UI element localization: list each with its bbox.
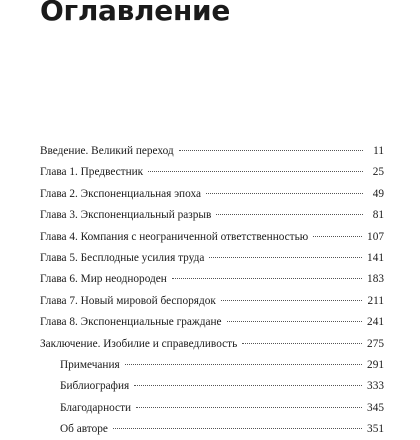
toc-entry-chapter-2[interactable] [40,184,384,205]
toc-entry-page-number: 107 [367,230,384,243]
dot-leader [136,407,362,408]
toc-entry-page-number: 345 [367,401,384,414]
toc-entry-label: Библиография [60,380,130,393]
toc-entry-page-number: 183 [367,273,384,286]
dot-leader [125,364,362,365]
toc-entry-page-number: 351 [367,423,384,436]
toc-entry-label: Глава 8. Экспоненциальные граждане [40,316,222,329]
toc-entry-label: Примечания [60,358,120,371]
toc-entry-page-number: 275 [367,337,384,350]
toc-entry-chapter-6[interactable] [40,269,384,290]
toc-entry-notes[interactable] [40,355,384,376]
toc-entry-label: Глава 3. Экспоненциальный разрыв [40,209,212,222]
toc-entry-conclusion[interactable] [40,334,384,355]
toc-entry-chapter-7[interactable] [40,291,384,312]
toc-entry-page-number: 141 [367,251,384,264]
toc-entry-label: Об авторе [60,423,108,436]
toc-entry-page-number: 333 [367,380,384,393]
dot-leader [113,428,362,429]
toc-entry-label: Глава 6. Мир неоднороден [40,273,167,286]
dot-leader [179,150,363,151]
toc-entry-label: Глава 7. Новый мировой беспорядок [40,294,216,307]
toc-entry-label: Заключение. Изобилие и справедливость [40,337,238,350]
toc-entry-bibliography[interactable] [40,376,384,397]
toc-entry-page-number: 291 [367,358,384,371]
toc-entry-page-number: 11 [373,145,384,157]
dot-leader [242,343,362,344]
dot-leader [148,171,363,172]
table-of-contents [40,141,384,440]
dot-leader [313,236,362,237]
toc-entry-chapter-1[interactable] [40,162,384,183]
toc-entry-page-number: 25 [372,166,384,179]
toc-entry-chapter-3[interactable] [40,205,384,226]
dot-leader [172,278,362,279]
toc-entry-label: Глава 4. Компания с неограниченной ответственностью [40,230,309,243]
dot-leader [221,300,363,301]
toc-entry-acknowledgements[interactable] [40,398,384,419]
toc-entry-about-author[interactable] [40,419,384,440]
toc-entry-chapter-4[interactable] [40,227,384,248]
toc-entry-chapter-5[interactable] [40,248,384,269]
toc-entry-label: Введение. Великий переход [40,145,174,157]
toc-entry-page-number: 241 [367,316,384,329]
toc-entry-page-number: 81 [372,209,384,222]
toc-entry-page-number: 49 [372,187,384,200]
toc-entry-introduction[interactable] [40,141,384,162]
toc-entry-page-number: 211 [367,294,384,307]
toc-entry-label: Глава 1. Предвестник [40,166,144,179]
toc-entry-chapter-8[interactable] [40,312,384,333]
dot-leader [134,385,362,386]
dot-leader [227,321,363,322]
toc-entry-label: Глава 2. Экспоненциальная эпоха [40,187,201,200]
dot-leader [216,214,363,215]
toc-entry-label: Глава 5. Бесплодные усилия труда [40,251,205,264]
toc-entry-label: Благодарности [60,401,132,414]
dot-leader [206,193,363,194]
page-title: Оглавление [40,0,231,27]
dot-leader [209,257,362,258]
